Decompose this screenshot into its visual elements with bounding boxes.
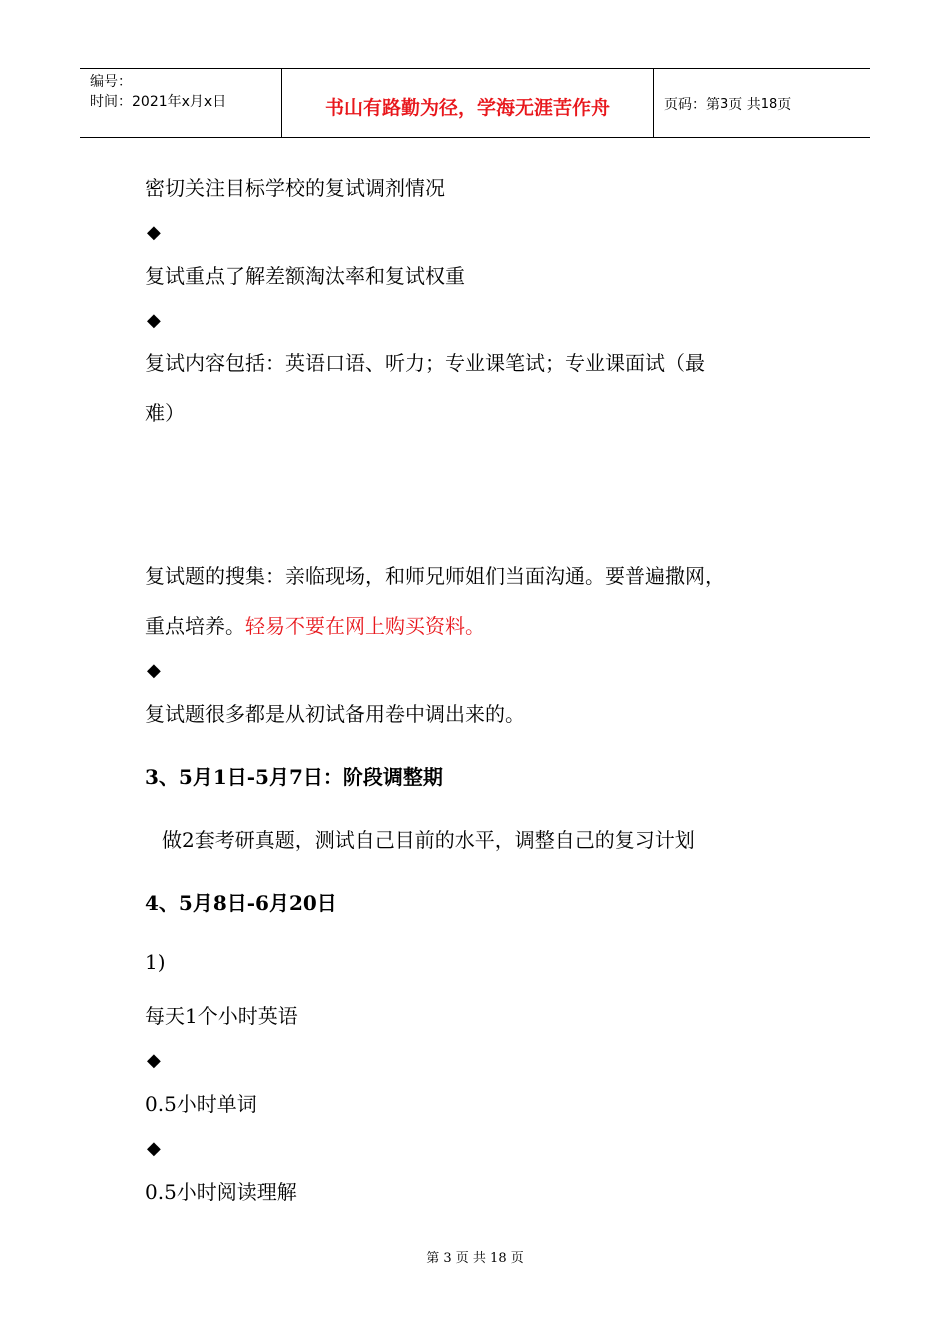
document-number: 编号： bbox=[90, 74, 132, 90]
bullet-diamond-icon: ◆ bbox=[147, 1050, 161, 1071]
bullet-diamond-icon: ◆ bbox=[147, 660, 161, 681]
paragraph-3-line-2: 难） bbox=[145, 401, 185, 425]
paragraph-3-line-1: 复试内容包括：英语口语、听力；专业课笔试；专业课面试（最 bbox=[145, 351, 705, 375]
header-page-info: 页码：第 3 页 共 18 页 bbox=[664, 96, 792, 113]
header-motto: 书山有路勤为径，学海无涯苦作舟 bbox=[282, 69, 654, 137]
page-header bbox=[80, 68, 870, 138]
paragraph-9: 0.5小时阅读理解 bbox=[145, 1180, 297, 1204]
document-date: 时间：2021年x月x日 bbox=[90, 94, 227, 110]
paragraph-1: 密切关注目标学校的复试调剂情况 bbox=[145, 176, 445, 200]
paragraph-5: 复试题很多都是从初试备用卷中调出来的。 bbox=[145, 702, 525, 726]
section-heading-4: 4、5月8日-6月20日 bbox=[145, 891, 337, 915]
bullet-diamond-icon: ◆ bbox=[147, 1138, 161, 1159]
paragraph-6: 做2套考研真题，测试自己目前的水平，调整自己的复习计划 bbox=[162, 828, 695, 852]
paragraph-7: 每天1个小时英语 bbox=[145, 1004, 298, 1028]
bullet-diamond-icon: ◆ bbox=[147, 222, 161, 243]
bullet-diamond-icon: ◆ bbox=[147, 310, 161, 331]
header-page-total: 18 bbox=[760, 96, 778, 112]
list-item-number: 1) bbox=[145, 950, 166, 974]
section-heading-3: 3、5月1日-5月7日：阶段调整期 bbox=[145, 765, 443, 789]
paragraph-2: 复试重点了解差额淘汰率和复试权重 bbox=[145, 264, 465, 288]
header-page-current: 3 bbox=[720, 96, 729, 112]
warning-text: 轻易不要在网上购买资料。 bbox=[245, 614, 485, 638]
paragraph-4-line-2: 重点培养。轻易不要在网上购买资料。 bbox=[145, 614, 485, 638]
paragraph-4-line-1: 复试题的搜集：亲临现场，和师兄师姐们当面沟通。要普遍撒网， bbox=[145, 564, 725, 588]
date-value: 2021年x月x日 bbox=[132, 94, 227, 110]
paragraph-8: 0.5小时单词 bbox=[145, 1092, 257, 1116]
header-meta-cell bbox=[80, 69, 282, 137]
page-footer: 第 3 页 共 18 页 bbox=[426, 1251, 524, 1266]
